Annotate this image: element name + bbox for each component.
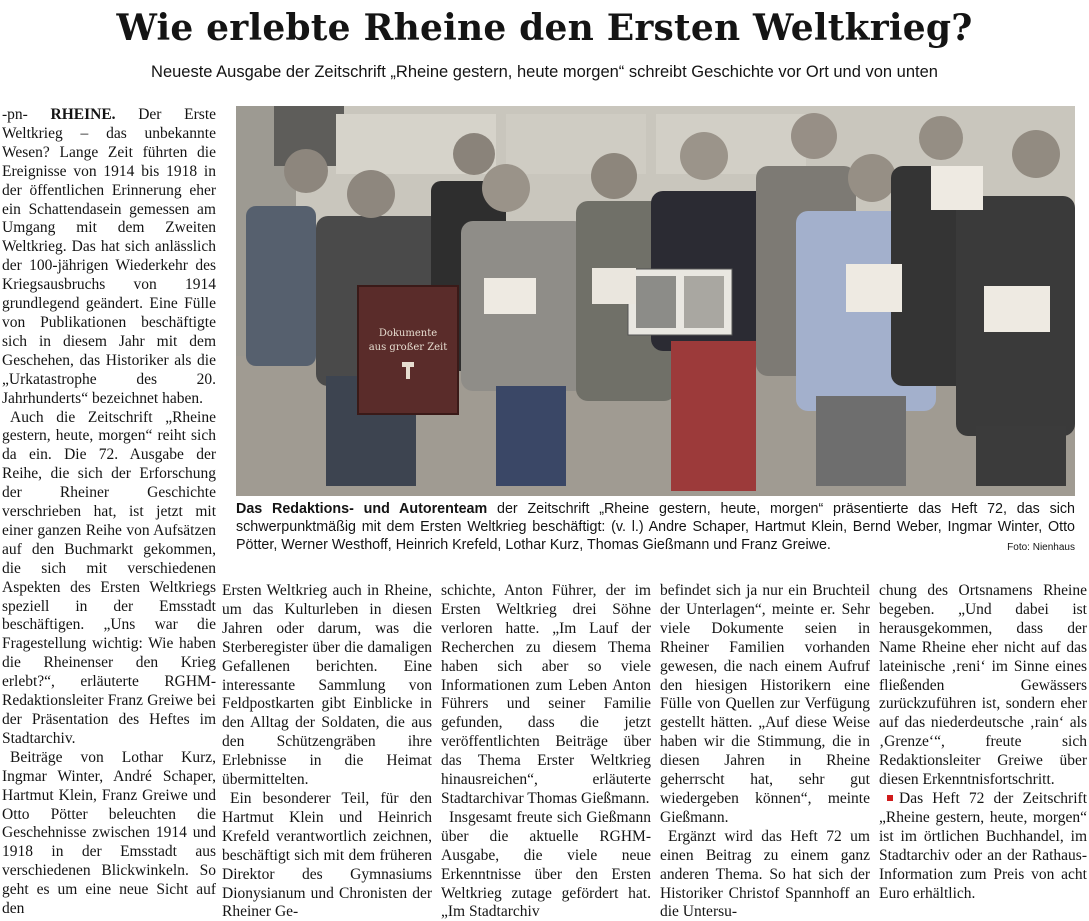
book-title-line-1: Dokumente (378, 328, 438, 339)
team-photo (236, 106, 1075, 496)
bullet-square-icon (887, 795, 893, 801)
caption-lead: Das Redaktions- und Autorenteam (236, 501, 488, 517)
dateline-place: RHEINE. (50, 106, 116, 123)
article-paragraph: Insgesamt freute sich Gießmann über die aktuelle RGHM-Ausgabe, die viele neue Erkenntnisse über den Ersten Weltkrieg zutage gefördert hat. „Im Stadtarchiv (441, 808, 651, 921)
paragraph-text: Das Heft 72 der Zeitschrift „Rheine gestern, heute, morgen“ ist im örtlichen Buchhandel, im Stadtarchiv oder an der Rathaus-Information zum Preis von acht Euro erhältlich. (879, 789, 1087, 902)
article-paragraph: befindet sich ja nur ein Bruchteil der Unterlagen“, meinte er. Sehr viele Dokumente seien in Rheiner Familien vorhanden gewesen, die nach einem Aufruf den hiesigen Historikern eine Fülle von Quellen zur Verfügung gestellt hätten. „Auf diese Weise haben wir die Stimmung, die in diesen Jahren in Rheine geherrscht hat, sehr gut wiedergeben können“, meinte Gießmann. (660, 582, 870, 826)
paragraph-text: Der Erste Weltkrieg – das unbekannte Wesen? Lange Zeit führten die Ereignisse von 1914 bis 1918 in der öffentlichen Erinnerung eher ein Schattendasein gemessen am Umgang mit dem Zweiten Weltkrieg. Das hat sich anlässlich der 100-jährigen Wiederkehr des Kriegsausbruchs von 1914 grundlegend geändert. Eine Fülle von Publikationen beschäftigte sich in diesem Jahr mit dem Geschehen, das Historiker als die „Urkatastrophe des 20. Jahrhunderts“ bezeichnet haben. (2, 106, 216, 407)
caption-text: der Zeitschrift „Rheine gestern, heute, morgen“ präsentierte das Heft 72, das sich schwerpunktmäßig mit dem Ersten Weltkrieg beschäftigt: (v. l.) Andre Schaper, Hartmut Klein, Bernd Weber, Ingmar Winter, Otto Pötter, Werner Westhoff, Heinrich Krefeld, Lothar Kurz, Thomas Gießmann und Franz Greiwe. (236, 501, 1075, 553)
article-paragraph: Beiträge von Lothar Kurz, Ingmar Winter, André Schaper, Hartmut Klein, Franz Greiwe und Otto Pötter beleuchten die Geschehnisse zwischen 1914 und 1918 in der Emsstadt aus verschiedenen Blickwinkeln. So geht es um eine neue Sicht auf den (2, 748, 216, 918)
article-column-1 (2, 106, 216, 921)
headline: Wie erlebte Rheine den Ersten Weltkrieg? (116, 7, 973, 49)
team-photo-image (236, 106, 1075, 496)
article-paragraph: Ein besonderer Teil, für den Hartmut Klein und Heinrich Krefeld verantwortlich zeichnen, beschäftigt sich mit dem früheren Direktor des Gymnasiums Dionysianum und Chronisten der Rheiner Ge- (222, 789, 432, 921)
article-paragraph: Ersten Weltkrieg auch in Rheine, um das Kulturleben in diesen Jahren oder darum, was die Sterberegister über die damaligen Gefallenen berichten. Eine interessante Sammlung von Feldpostkarten gibt Einblicke in den Alltag der Soldaten, die aus den Schützengräben ihre Erlebnisse in die Heimat übermittelten. (222, 582, 432, 789)
article-column-4 (660, 582, 870, 921)
author-tag: -pn- (2, 106, 28, 123)
article-column-5 (879, 582, 1087, 921)
article-paragraph: Ergänzt wird das Heft 72 um einen Beitrag zu einem ganz anderen Thema. So hat sich der Historiker Christof Spannhoff an die Untersu- (660, 827, 870, 921)
article-paragraph: chung des Ortsnamens Rheine begeben. „Und dabei ist herausgekommen, dass der Name Rheine eher nicht auf das lateinische ‚reni‘ im Sinne eines fließenden Gewässers zurückzuführen ist, sondern eher auf das niederdeutsche ‚rain‘ als ‚Grenze‘“, freute sich Redaktionsleiter Greiwe über diesen Erkenntnisfortschritt. (879, 582, 1087, 789)
subheadline: Neueste Ausgabe der Zeitschrift „Rheine gestern, heute morgen“ schreibt Geschichte vor Ort und von unten (151, 63, 938, 81)
photo-credit: Foto: Nienhaus (1007, 542, 1075, 553)
article-column-3 (441, 582, 651, 921)
article-column-2 (222, 582, 432, 921)
article-paragraph (2, 106, 216, 409)
book-title-line-2: aus großer Zeit (368, 342, 448, 353)
article-paragraph: Auch die Zeitschrift „Rheine gestern, heute, morgen“ reiht sich da ein. Die 72. Ausgabe der Reihe, die sich der Erforschung der Rheiner Geschichte verschrieben hat, ist jetzt mit einer ganzen Reihe von Aufsätzen auf den Buchmarkt gekommen, die sich mit verschiedenen Aspekten des Ersten Weltkriegs speziell in der Emsstadt beschäftigen. „Uns war die Fragestellung wichtig: Wie haben die Rheinenser den Krieg erlebt?“, erläuterte RGHM-Redaktionsleiter Franz Greiwe bei der Präsentation des Heftes im Stadtarchiv. (2, 408, 216, 747)
photo-caption (236, 500, 1075, 556)
article-info-box (879, 790, 1087, 903)
article-paragraph: schichte, Anton Führer, der im Ersten Weltkrieg drei Söhne verloren hatte. „Im Lauf der Recherchen zu diesem Thema haben sich aber so viele Informationen zum Leben Anton Führers und seiner Familie gefunden, dass die jetzt veröffentlichten Beiträge über das Thema Erster Weltkrieg hinausreichen“, erläuterte Stadtarchivar Thomas Gießmann. (441, 582, 651, 807)
